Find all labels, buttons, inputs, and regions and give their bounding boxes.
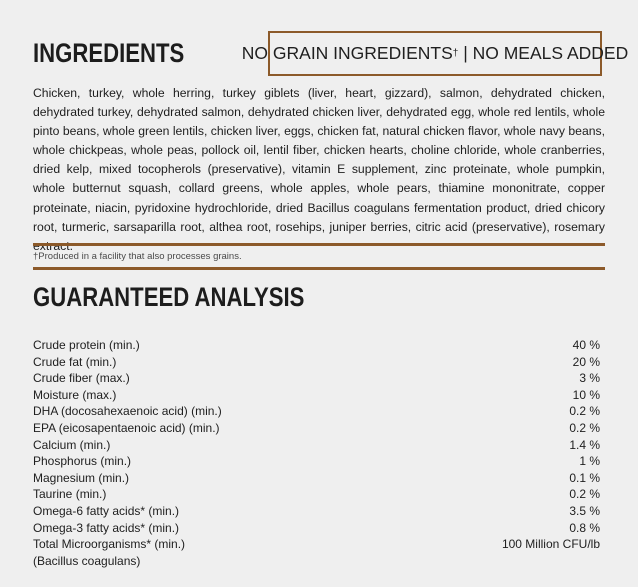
analysis-label: Crude fat (min.)	[33, 354, 117, 369]
analysis-value: 3.5 %	[569, 503, 600, 518]
analysis-row	[33, 370, 600, 387]
guaranteed-analysis-title: GUARANTEED ANALYSIS	[33, 282, 305, 312]
analysis-value: 100 Million CFU/lb	[501, 537, 600, 552]
analysis-label: Phosphorus (min.)	[33, 454, 132, 469]
analysis-value: 3 %	[579, 371, 600, 386]
divider	[33, 267, 605, 270]
analysis-table	[33, 337, 600, 569]
analysis-row	[33, 403, 600, 420]
analysis-row	[33, 453, 600, 470]
analysis-label: DHA (docosahexaenoic acid) (min.)	[33, 404, 222, 419]
analysis-label: Crude fiber (max.)	[33, 371, 130, 386]
analysis-row	[33, 420, 600, 437]
analysis-value: 0.1 %	[569, 470, 600, 485]
analysis-row	[33, 520, 600, 537]
analysis-label: Calcium (min.)	[33, 437, 111, 452]
analysis-value: 20 %	[572, 354, 600, 369]
analysis-row	[33, 354, 600, 371]
analysis-label: Taurine (min.)	[33, 487, 107, 502]
analysis-row	[33, 503, 600, 520]
analysis-value: 1.4 %	[569, 437, 600, 452]
analysis-label: Moisture (max.)	[33, 387, 117, 402]
analysis-value: 0.8 %	[569, 520, 600, 535]
badge-rest: | NO MEALS ADDED	[458, 43, 629, 63]
analysis-value: 1 %	[579, 454, 600, 469]
analysis-row	[33, 536, 600, 569]
analysis-label: EPA (eicosapentaenoic acid) (min.)	[33, 420, 220, 435]
analysis-row	[33, 337, 600, 354]
analysis-label: Omega-3 fatty acids* (min.)	[33, 520, 180, 535]
analysis-label: Omega-6 fatty acids* (min.)	[33, 503, 180, 518]
analysis-row	[33, 486, 600, 503]
analysis-value: 0.2 %	[569, 420, 600, 435]
badge-text: NO GRAIN INGREDIENTS	[241, 43, 453, 63]
analysis-value: 0.2 %	[569, 404, 600, 419]
analysis-row	[33, 470, 600, 487]
ingredients-title: INGREDIENTS	[33, 38, 185, 68]
badge-dagger: †	[452, 48, 459, 59]
ingredients-list: Chicken, turkey, whole herring, turkey giblets (liver, heart, gizzard), salmon, dehydrated chicken, dehydrated turkey, dehydrated salmon, dehydrated chicken liver, dehydrated egg, whole red lentils, whole pinto beans, whole green lentils, chicken liver, eggs, chicken fat, natural chicken flavor, whole navy beans, whole chickpeas, whole peas, pollock oil, lentil fiber, chicken hearts, choline chloride, whole cranberries, dried kelp, mixed tocopherols (preservative), vitamin E supplement, zinc proteinate, whole pumpkin, whole butternut squash, collard greens, whole apples, whole pears, thiamine mononitrate, copper proteinate, niacin, pyridoxine hydrochloride, dried Bacillus coagulans fermentation product, dried chicory root, turmeric, sarsaparilla root, althea root, rosehips, juniper berries, citric acid (preservative), rosemary	[33, 86, 605, 234]
divider	[33, 243, 605, 246]
analysis-label: Crude protein (min.)	[33, 338, 140, 352]
grain-footnote: †Produced in a facility that also processes grains.	[33, 251, 242, 262]
analysis-row	[33, 437, 600, 454]
analysis-value: 40 %	[572, 338, 600, 352]
analysis-value: 10 %	[572, 387, 600, 402]
analysis-label: Magnesium (min.)	[33, 470, 130, 485]
analysis-label: Total Microorganisms* (min.) (Bacillus coagulans)	[33, 537, 186, 568]
analysis-value: 0.2 %	[569, 487, 600, 502]
no-grain-badge	[241, 31, 629, 76]
analysis-row	[33, 387, 600, 404]
